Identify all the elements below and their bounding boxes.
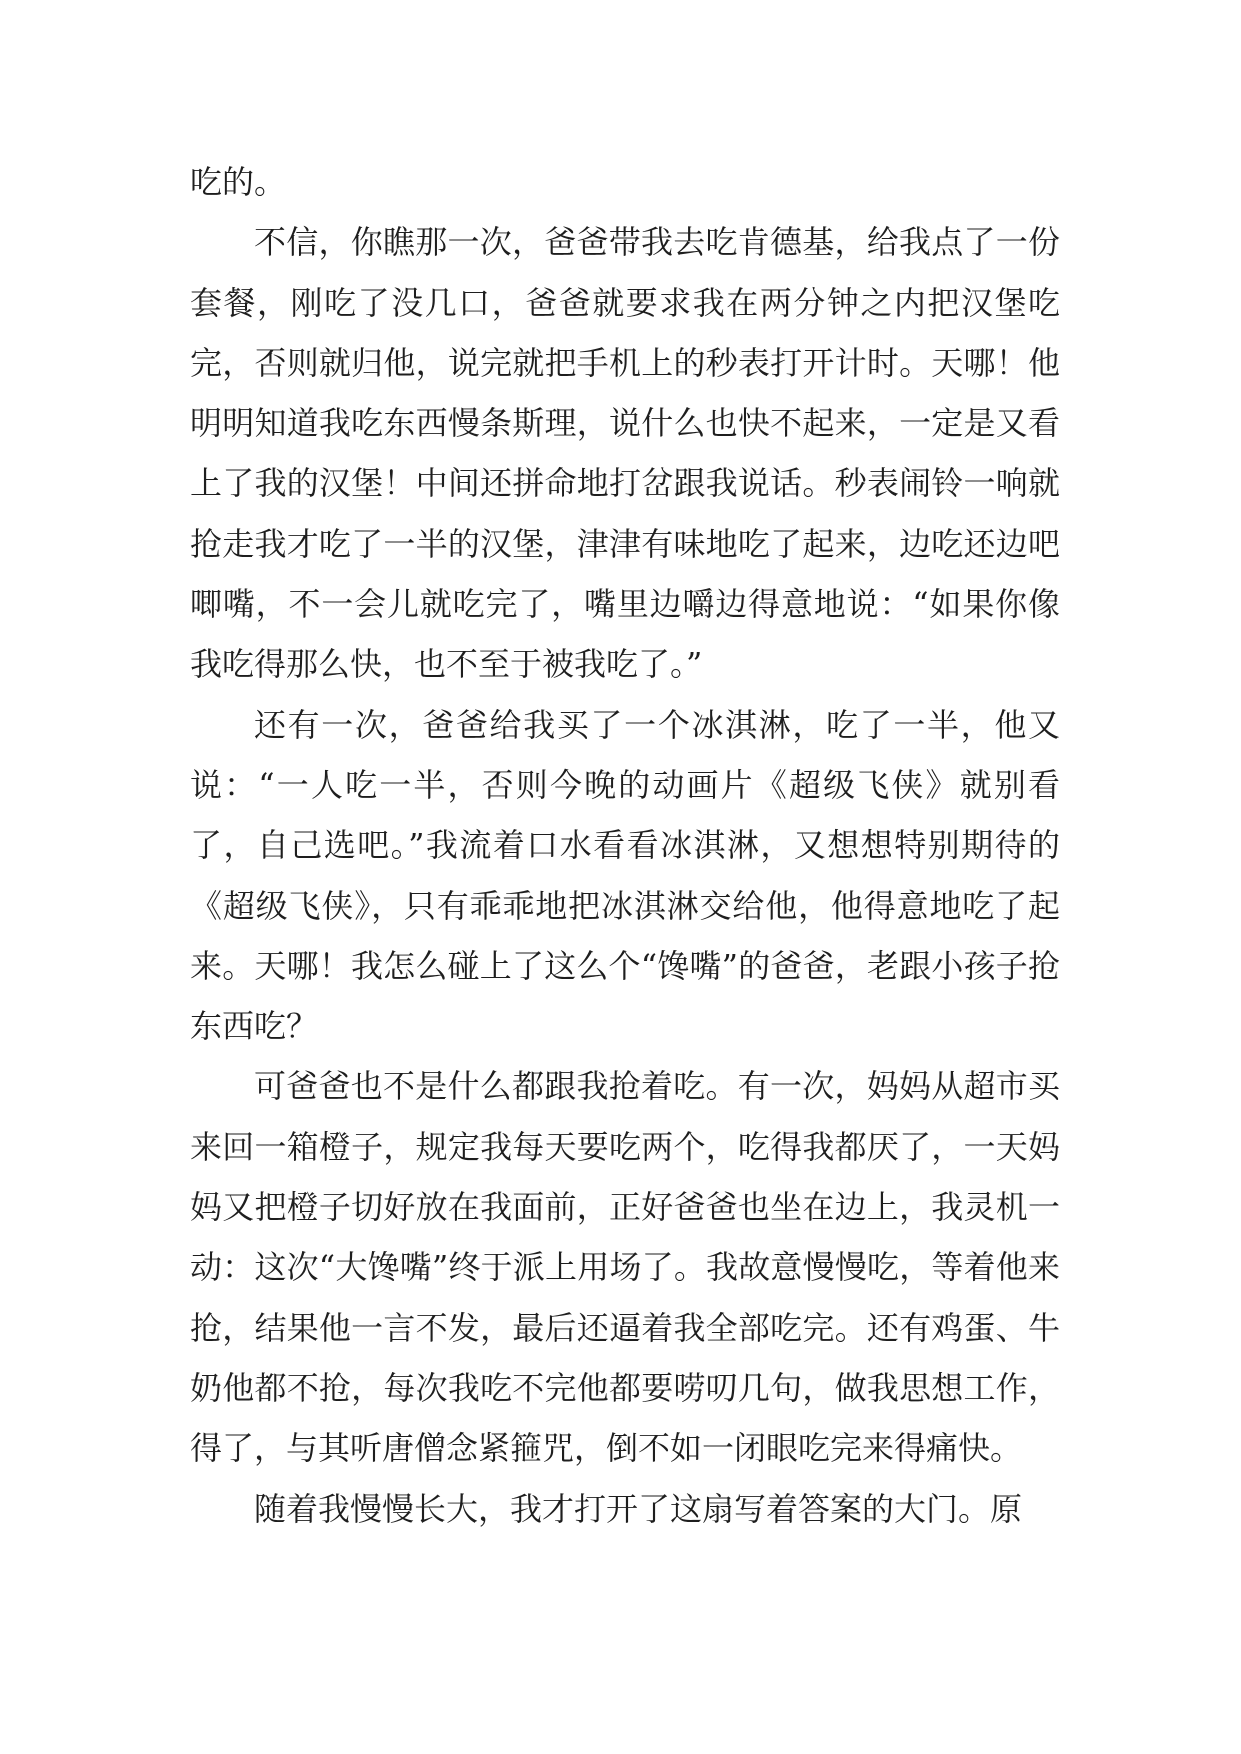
essay-body — [190, 152, 1060, 1539]
paragraph-4: 可爸爸也不是什么都跟我抢着吃。有一次，妈妈从超市买来回一箱橙子，规定我每天要吃两个，吃得我都厌了，一天妈妈又把橙子切好放在我面前，正好爸爸也坐在边上，我灵机一动：这次“大馋嘴”终于派上用场了。我故意慢慢吃，等着他来抢，结果他一言不发，最后还逼着我全部吃完。还有鸡蛋、牛奶他都不抢，每次我吃不完他都要唠叨几句，做我思想工作，得了，与其听唐僧念紧箍咒，倒不如一闭眼吃完来得痛快。 — [190, 1067, 1060, 1468]
paragraph-1: 吃的。 — [190, 163, 287, 201]
paragraph-2: 不信，你瞧那一次，爸爸带我去吃肯德基，给我点了一份套餐，刚吃了没几口，爸爸就要求我在两分钟之内把汉堡吃完，否则就归他，说完就把手机上的秒表打开计时。天哪！他明明知道我吃东西慢条斯理，说什么也快不起来，一定是又看上了我的汉堡！中间还拼命地打岔跟我说话。秒表闹铃一响就抢走我才吃了一半的汉堡，津津有味地吃了起来，边吃还边吧唧嘴，不一会儿就吃完了，嘴里边嚼边得意地说：“如果你像我吃得那么快，也不至于被我吃了。” — [190, 223, 1060, 684]
paragraph-3: 还有一次，爸爸给我买了一个冰淇淋，吃了一半，他又说：“一人吃一半，否则今晚的动画片《超级飞侠》就别看了，自己选吧。”我流着口水看看冰淇淋，又想想特别期待的《超级飞侠》，只有乖乖地把冰淇淋交给他，他得意地吃了起来。天哪！我怎么碰上了这么个“馋嘴”的爸爸，老跟小孩子抢东西吃？ — [190, 705, 1060, 1046]
paragraph-5: 随着我慢慢长大，我才打开了这扇写着答案的大门。原 — [254, 1489, 1023, 1528]
